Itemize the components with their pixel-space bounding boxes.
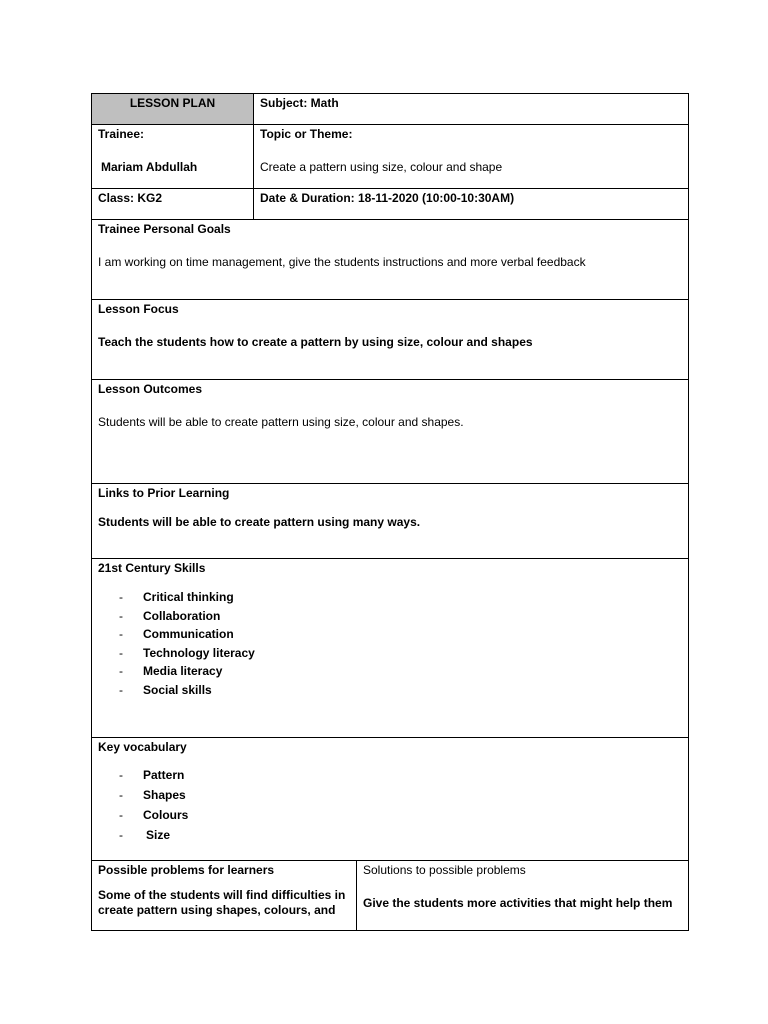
subject-cell: Subject: Math (254, 94, 689, 125)
list-item (98, 825, 682, 845)
trainee-name: Mariam Abdullah (101, 160, 198, 174)
skill-text: Critical thinking (143, 590, 234, 604)
list-item (98, 607, 682, 626)
vocabulary-row (92, 738, 689, 861)
skill-text: Communication (143, 627, 234, 641)
skill-text: Collaboration (143, 608, 221, 623)
list-item (98, 644, 682, 663)
skills-row (92, 559, 689, 738)
class-cell: Class: KG2 (92, 189, 254, 220)
skills-cell (92, 559, 689, 738)
skills-list (98, 588, 682, 699)
trainee-label: Trainee: (98, 127, 145, 141)
vocabulary-text: Shapes (143, 788, 186, 802)
solutions-text: Give the students more activities that might help them (363, 896, 673, 910)
bullet-dash: - (119, 768, 123, 782)
solutions-label: Solutions to possible problems (363, 863, 526, 877)
vocabulary-cell (92, 738, 689, 861)
topic-cell (254, 125, 689, 189)
vocabulary-list (98, 765, 682, 845)
vocabulary-label: Key vocabulary (98, 740, 187, 754)
personal-goals-text: I am working on time management, give the students instructions and more verbal feedback (98, 255, 586, 269)
personal-goals-row (92, 220, 689, 300)
prior-learning-label: Links to Prior Learning (98, 486, 230, 500)
personal-goals-cell (92, 220, 689, 300)
topic-value: Create a pattern using size, colour and shape (260, 160, 503, 174)
bullet-dash: - (119, 808, 123, 822)
bullet-dash: - (119, 590, 123, 604)
problems-row (92, 861, 689, 931)
lesson-plan-table (91, 93, 689, 931)
prior-learning-text: Students will be able to create pattern using many ways. (98, 515, 421, 529)
bullet-dash: - (119, 664, 123, 678)
solutions-cell (357, 861, 689, 931)
bullet-dash: - (119, 828, 123, 842)
skill-text: Social skills (143, 682, 212, 697)
lesson-outcomes-text: Students will be able to create pattern using size, colour and shapes. (98, 415, 464, 429)
list-item (98, 662, 682, 681)
bullet-dash: - (119, 788, 123, 802)
problems-label: Possible problems for learners (98, 863, 275, 877)
problems-cell (92, 861, 357, 931)
topic-label: Topic or Theme: (260, 127, 353, 141)
list-item (98, 588, 682, 607)
lesson-focus-cell (92, 300, 689, 380)
list-item (98, 625, 682, 644)
lesson-outcomes-cell (92, 380, 689, 484)
vocabulary-text: Pattern (143, 768, 185, 782)
list-item (98, 681, 682, 700)
bullet-dash: - (119, 682, 123, 697)
list-item (98, 785, 682, 805)
lesson-focus-label: Lesson Focus (98, 302, 179, 316)
trainee-cell (92, 125, 254, 189)
list-item (98, 765, 682, 785)
lesson-outcomes-label: Lesson Outcomes (98, 382, 203, 396)
bullet-dash: - (119, 608, 123, 623)
prior-learning-cell (92, 484, 689, 559)
list-item (98, 805, 682, 825)
date-duration-cell: Date & Duration: 18-11-2020 (10:00-10:30AM) (254, 189, 689, 220)
lesson-outcomes-row (92, 380, 689, 484)
lesson-focus-row (92, 300, 689, 380)
skill-text: Media literacy (143, 664, 223, 678)
bullet-dash: - (119, 627, 123, 641)
class-row (92, 189, 689, 220)
trainee-row (92, 125, 689, 189)
bullet-dash: - (119, 645, 123, 660)
prior-learning-row (92, 484, 689, 559)
problems-text: Some of the students will find difficulties in create pattern using shapes, colours, and (98, 888, 346, 917)
personal-goals-label: Trainee Personal Goals (98, 222, 231, 236)
skill-text: Technology literacy (143, 645, 255, 660)
vocabulary-text: Size (146, 828, 171, 842)
vocabulary-text: Colours (143, 808, 189, 822)
skills-label: 21st Century Skills (98, 561, 206, 575)
lesson-focus-text: Teach the students how to create a pattern by using size, colour and shapes (98, 335, 533, 349)
lesson-plan-title: LESSON PLAN (92, 94, 254, 125)
header-row (92, 94, 689, 125)
